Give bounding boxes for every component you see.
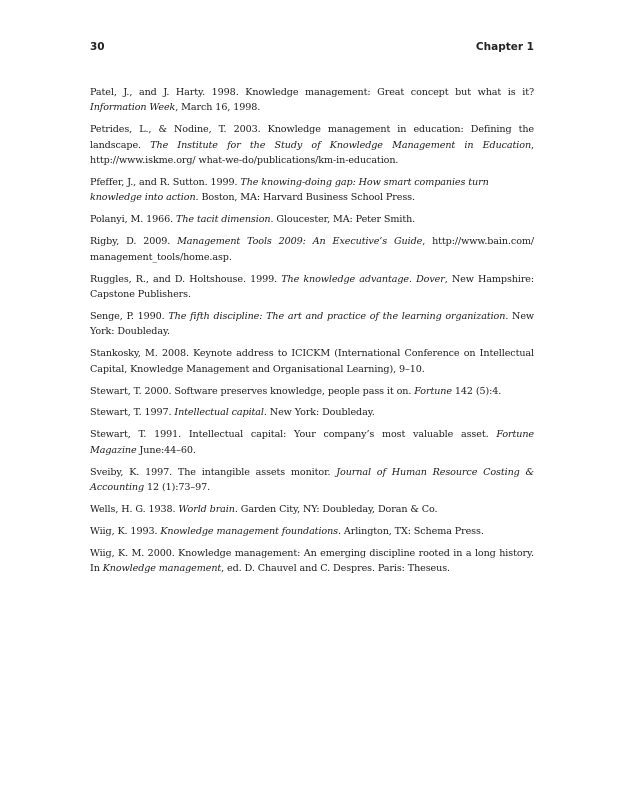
reference-title: Management Tools 2009: An Executive’s Guide: [177, 236, 423, 248]
reference-title: Knowledge management: [102, 563, 222, 575]
reference-title: The knowing-doing gap: How smart companies turn knowledge into action: [90, 177, 489, 204]
reference-title: Fortune: [414, 385, 452, 397]
reference-title: The tacit dimension: [176, 214, 271, 226]
reference-entry: Stewart, T. 1997. Intellectual capital. New York: Doubleday.: [90, 407, 375, 419]
reference-entry: Sveiby, K. 1997. The intangible assets monitor. Journal of Human Resource Costing & Accounting 12 (1):73–97.: [90, 466, 534, 494]
reference-entry: Stewart, T. 2000. Software preserves knowledge, people pass it on. Fortune 142 (5):4.: [90, 385, 502, 397]
reference-entry: Polanyi, M. 1966. The tacit dimension. Gloucester, MA: Peter Smith.: [90, 214, 416, 226]
reference-entry: Wells, H. G. 1938. World brain. Garden City, NY: Doubleday, Doran & Co.: [90, 503, 438, 515]
reference-entry: Rigby, D. 2009. Management Tools 2009: An Executive’s Guide, http://www.bain.com/ management_tools/home.asp.: [90, 236, 535, 263]
reference-entry: Wiig, K. M. 2000. Knowledge management: An emerging discipline rooted in a long history. In Knowledge management, ed. D. Chauvel and C. Despres. Paris: Theseus.: [90, 547, 534, 575]
chapter-label: Chapter 1: [475, 41, 534, 53]
reference-entry: Stewart, T. 1991. Intellectual capital: Your company’s most valuable asset. Fortune Magazine June:44–60.: [90, 429, 534, 456]
reference-title: World brain: [178, 503, 235, 515]
reference-title: Information Week: [90, 102, 176, 114]
reference-title: Fortune Magazine: [90, 429, 534, 456]
page-number: 30: [90, 41, 105, 53]
reference-title: The knowledge advantage. Dover: [281, 273, 445, 285]
reference-title: Intellectual capital: [174, 407, 264, 419]
reference-list: [90, 85, 534, 583]
reference-entry: Ruggles, R., and D. Holtshouse. 1999. The knowledge advantage. Dover, New Hampshire: Capstone Publishers.: [90, 273, 535, 300]
reference-entry: Patel, J., and J. Harty. 1998. Knowledge management: Great concept but what is it? Information Week, March 16, 1998.: [90, 87, 534, 114]
reference-title: The fifth discipline: The art and practice of the learning organization: [168, 310, 506, 322]
reference-title: Journal of Human Resource Costing & Accounting: [90, 466, 534, 494]
reference-title: The Institute for the Study of Knowledge Management in Education: [150, 139, 532, 151]
reference-entry: Stankosky, M. 2008. Keynote address to ICICKM (International Conference on Intellectual Capital, Knowledge Management and Organisational Learning), 9–10.: [90, 348, 534, 375]
running-head: [90, 41, 534, 57]
reference-title: Knowledge management foundations: [160, 525, 338, 537]
reference-entry: Senge, P. 1990. The fifth discipline: The art and practice of the learning organization. New York: Doubleday.: [90, 310, 535, 338]
reference-entry: Wiig, K. 1993. Knowledge management foundations. Arlington, TX: Schema Press.: [90, 525, 484, 537]
reference-entry: Pfeffer, J., and R. Sutton. 1999. The knowing-doing gap: How smart companies turn knowledge into action. Boston, MA: Harvard Business School Press.: [90, 177, 489, 204]
reference-entry: Petrides, L., & Nodine, T. 2003. Knowledge management in education: Defining the landscape. The Institute for the Study of Knowledge Management in Education, http://www.iskme.org/ what-we-do/publications/km-in-education.: [90, 124, 534, 167]
